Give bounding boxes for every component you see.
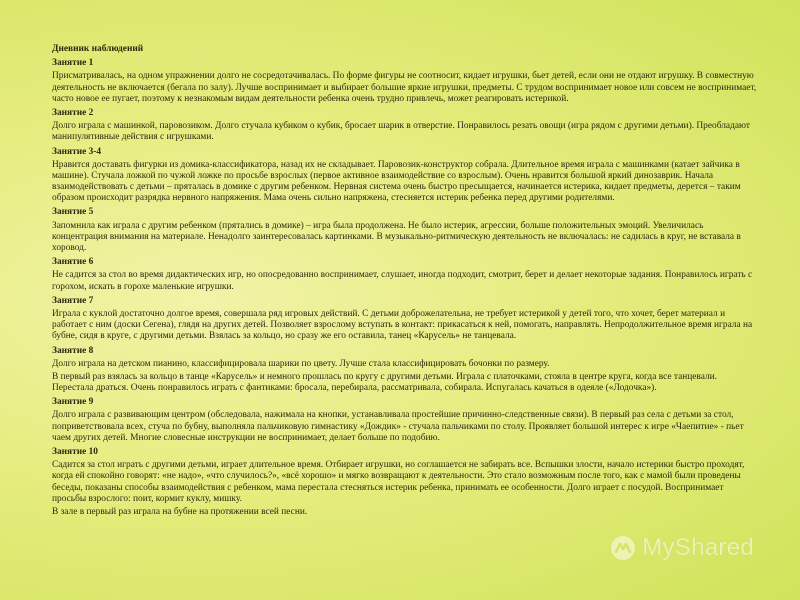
session-paragraph: В первый раз взялась за кольцо в танце «Карусель» и немного прошлась по кругу с другими детьми. Играла с платочками, стояла в центре круга, когда все танцевали. Перестала драться. Очень понравилось играть с фантиками: бросала, перебирала, рассматривала, собирала. Испугалась качаться в одеяле («Лодочка»).: [52, 371, 718, 394]
session-heading: Занятие 9: [52, 397, 94, 408]
session-paragraph: В зале в первый раз играла на бубне на протяжении всей песни.: [52, 506, 308, 517]
session-heading: Занятие 8: [52, 345, 94, 356]
session-paragraph: Садится за стол играть с другими детьми, играет длительное время. Отбирает игрушки, но соглашается не забирать все. Вспышки злости, начало истерики быстро проходят, когда ей спокойно говорят: «не надо», «что случилось?», «всё хорошо» и мягко возвращают к деятельности. Это стало возможным после того, как с мамой были проведены беседы, показаны способы взаимодействия с ребенком, мама перестала стесняться истерик ребенка, принимать ее особенности. Долго играет с посудой. Воспринимает просьбы взрослого: поит, кормит куклу, мишку.: [52, 460, 745, 504]
session-paragraph: Долго играла на детском пианино, классифицировала шарики по цвету. Лучше стала классифицировать бочонки по размеру.: [52, 358, 550, 369]
myshared-logo-icon: [610, 535, 636, 561]
session-heading: Занятие 7: [52, 295, 94, 306]
session-heading: Занятие 3-4: [52, 146, 102, 157]
observation-diary: [52, 44, 757, 520]
diary-title: Дневник наблюдений: [52, 44, 144, 54]
session-heading: Занятие 2: [52, 107, 94, 118]
watermark-text: MyShared: [642, 534, 754, 561]
session-paragraph: Играла с куклой достаточно долгое время, совершала ряд игровых действий. С детьми доброжелательна, не требует истерикой у детей того, что хочет, берет материал и работает с ним (доски Сегена), глядя на других детей. Позволяет взрослому вступать в контакт: прикасаться к ней, помогать, направлять. Непродолжительное время играла на бубне, сидя в круге, с другими детьми. Взялась за кольцо, но сразу же его оставила, танец «Карусель» не танцевала.: [52, 308, 753, 342]
watermark: [610, 534, 754, 562]
session-heading: Занятие 1: [52, 58, 94, 69]
session-paragraph: Присматривалась, на одном упражнении долго не сосредотачивалась. По форме фигуры не соотносит, кидает игрушки, бьет детей, если они не отдают игрушку. В совместную деятельность не включается (бегала по залу). Лучше воспринимает и выбирает большие яркие игрушки, предметы. С трудом воспринимает новое или совсем не воспринимает, часто новое ее пугает, поэтому к незнакомым видам деятельности ребенка очень трудно привлечь, может реагировать истерикой.: [52, 71, 757, 104]
session-paragraph: Нравится доставать фигурки из домика-классификатора, назад их не складывает. Паровозик-конструктор собрала. Длительное время играла с машинками (катает зайчика в машине). Стучала ложкой по чужой ложке по просьбе взрослых (первое активное взаимодействие со взрослым). Очень нравится большой яркий динозаврик. Начала взаимодействовать с детьми – пряталась в домике с другим ребенком. Нервная система очень быстро пресыщается, начинается истерика, кидает предметы, дерется – таким образом происходит разрядка нервного напряжения. Мама очень сильно напряжена, стесняется истерик ребенка перед другими родителями.: [52, 159, 741, 204]
session-heading: Занятие 5: [52, 207, 94, 218]
session-heading: Занятие 10: [52, 447, 98, 457]
session-heading: Занятие 6: [52, 257, 94, 268]
session-paragraph: Запомнила как играла с другим ребенком (прятались в домике) – игра была продолжена. Не было истерик, агрессии, больше положительных эмоций. Увеличилась концентрация внимания на материале. Ненадолго заинтересовалась картинками. В музыкально-ритмическую деятельность не включалась: не садилась в круг, не вставала в хоровод.: [52, 220, 741, 253]
session-paragraph: Долго играла с развивающим центром (обследовала, нажимала на кнопки, устанавливала простейшие причинно-следственные связи). В первый раз села с детьми за стол, поприветствовала всех, стуча по бубну, выполняла пальчиковую гимнастику «Дождик» - стучала пальчиками по столу. Проявляет большой интерес к игре «Чаепитие» - пьет чаем других детей. Многие словесные инструкции не воспринимает, делает больше по подобию.: [52, 410, 744, 443]
diary-sections: [52, 58, 757, 518]
session-paragraph: Долго играла с машинкой, паровозиком. Долго стучала кубиком о кубик, бросает шарик в отверстие. Понравилось резать овощи (игра рядом с другими детьми). Преобладают манипулятивные действия с игрушками.: [52, 121, 750, 143]
session-paragraph: Не садится за стол во время дидактических игр, но опосредованно воспринимает, слушает, иногда подходит, смотрит, берет и делает некоторые задания. Понравилось играть с горохом, искать в горохе маленькие игрушки.: [52, 270, 753, 292]
